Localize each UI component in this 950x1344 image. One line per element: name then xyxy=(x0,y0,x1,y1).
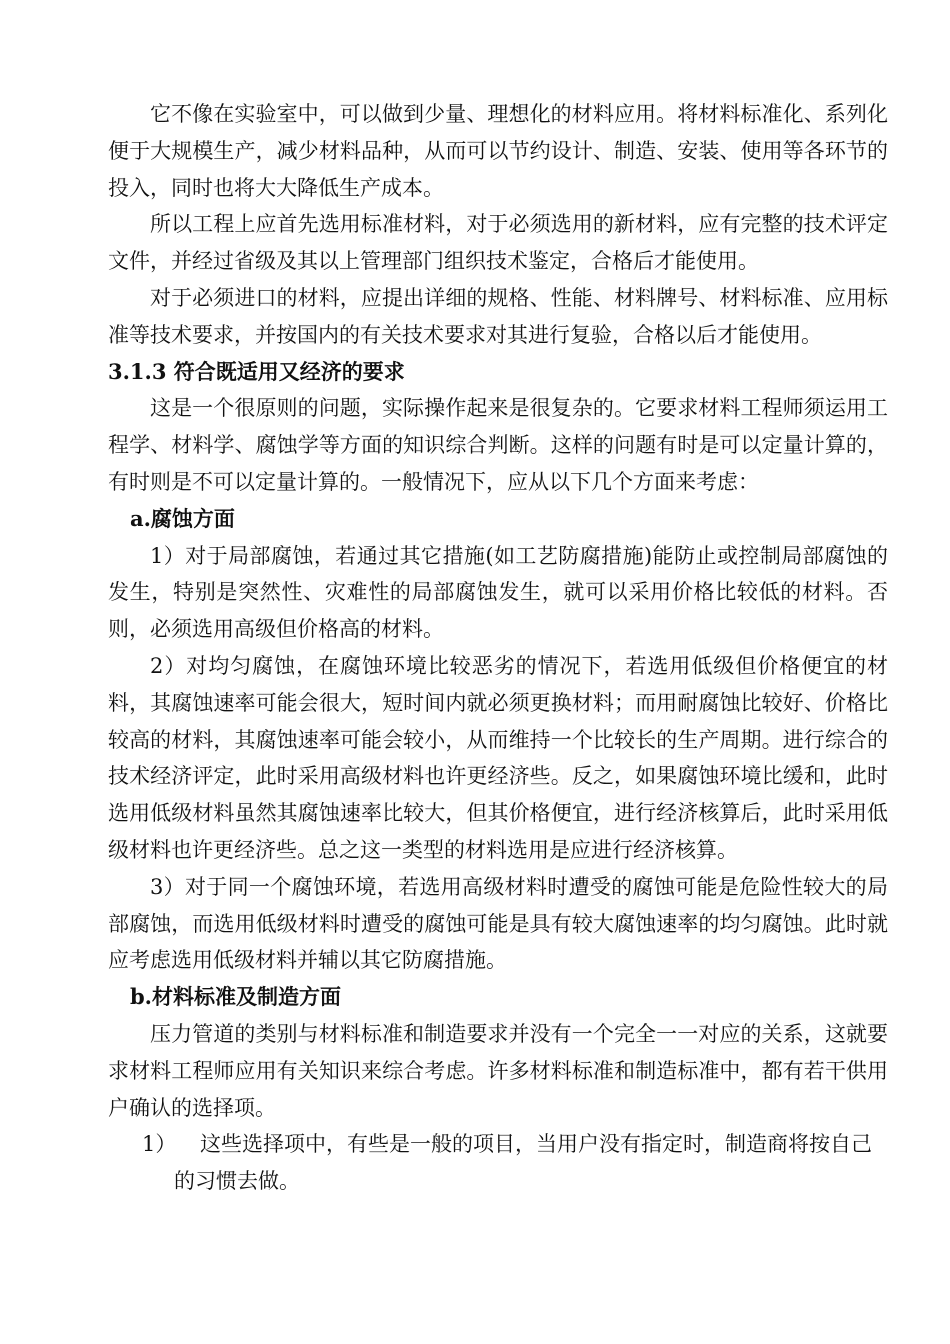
section-heading-3-1-3: 3.1.3 符合既适用又经济的要求 xyxy=(108,358,405,384)
paragraph-pressure-pipe: 压力管道的类别与材料标准和制造要求并没有一个完全一一对应的关系，这就要求材料工程师应用有关知识来综合考虑。许多材料标准和制造标准中，都有若干供用户确认的选择项。 xyxy=(108,1021,888,1120)
list-item-number: 1） xyxy=(142,1132,177,1157)
paragraph-principle: 这是一个很原则的问题，实际操作起来是很复杂的。它要求材料工程师须运用工程学、材料学、腐蚀学等方面的知识综合判断。这样的问题有时是可以定量计算的，有时则是不可以定量计算的。一般情况下，应从以下几个方面来考虑： xyxy=(108,396,888,494)
list-item-1 xyxy=(108,1126,888,1200)
paragraph-local-corrosion: 1）对于局部腐蚀，若通过其它措施(如工艺防腐措施)能防止或控制局部腐蚀的发生，特别是突然性、灾难性的局部腐蚀发生，就可以采用价格比较低的材料。否则，必须选用高级但价格高的材料。 xyxy=(108,543,888,642)
list-item-text: 这些选择项中，有些是一般的项目，当用户没有指定时，制造商将按自己的习惯去做。 xyxy=(174,1132,872,1194)
paragraph-standardization: 它不像在实验室中，可以做到少量、理想化的材料应用。将材料标准化、系列化便于大规模生产，减少材料品种，从而可以节约设计、制造、安装、使用等各环节的投入，同时也将大大降低生产成本。 xyxy=(108,102,888,200)
paragraph-new-materials: 所以工程上应首先选用标准材料，对于必须选用的新材料，应有完整的技术评定文件，并经过省级及其以上管理部门组织技术鉴定，合格后才能使用。 xyxy=(108,212,888,274)
paragraph-same-environment: 3）对于同一个腐蚀环境，若选用高级材料时遭受的腐蚀可能是危险性较大的局部腐蚀，而选用低级材料时遭受的腐蚀可能是具有较大腐蚀速率的均匀腐蚀。此时就应考虑选用低级材料并辅以其它防腐措施。 xyxy=(108,874,888,973)
subheading-standards: b.材料标准及制造方面 xyxy=(130,984,341,1010)
subheading-corrosion: a.腐蚀方面 xyxy=(130,505,235,531)
paragraph-uniform-corrosion: 2）对均匀腐蚀，在腐蚀环境比较恶劣的情况下，若选用低级但价格便宜的材料，其腐蚀速率可能会很大，短时间内就必须更换材料；而用耐腐蚀比较好、价格比较高的材料，其腐蚀速率可能会较小，从而维持一个比较长的生产周期。进行综合的技术经济评定，此时采用高级材料也许更经济些。反之，如果腐蚀环境比缓和，此时选用低级材料虽然其腐蚀速率比较大，但其价格便宜，进行经济核算后，此时采用低级材料也许更经济些。总之这一类型的材料选用是应进行经济核算。 xyxy=(108,653,888,862)
document-page xyxy=(108,96,888,1200)
paragraph-imported-materials: 对于必须进口的材料，应提出详细的规格、性能、材料牌号、材料标准、应用标准等技术要求，并按国内的有关技术要求对其进行复验，合格以后才能使用。 xyxy=(108,285,888,347)
